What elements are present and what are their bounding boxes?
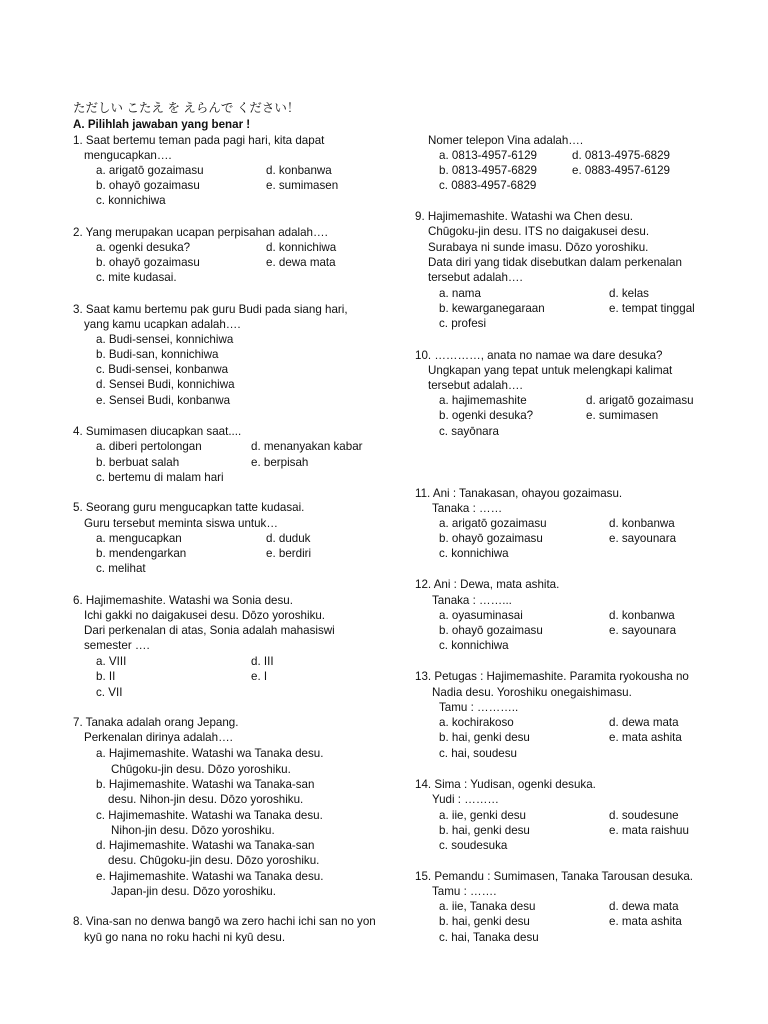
option-b[interactable]: b. ohayō gozaimasu — [439, 532, 543, 545]
option-d[interactable]: d. konbanwa — [609, 609, 675, 622]
option-d[interactable]: d. III — [251, 655, 274, 668]
question-text: Data diri yang tidak disebutkan dalam perkenalan — [428, 256, 682, 269]
option-a[interactable]: a. nama — [439, 287, 481, 300]
question-text: semester …. — [84, 639, 150, 652]
option-a[interactable]: a. 0813-4957-6129 — [439, 149, 537, 162]
question-text: tersebut adalah…. — [428, 379, 523, 392]
option-e[interactable]: e. berdiri — [266, 547, 312, 560]
option-a[interactable]: a. ogenki desuka? — [96, 241, 191, 254]
option-e[interactable]: e. sumimasen — [586, 409, 659, 422]
option-e[interactable]: e. Sensei Budi, konbanwa — [96, 394, 231, 407]
option-e[interactable]: e. I — [251, 670, 268, 683]
question-text: Perkenalan dirinya adalah…. — [84, 731, 233, 744]
option-d[interactable]: d. konnichiwa — [266, 241, 337, 254]
option-c[interactable]: c. hai, soudesu — [439, 747, 517, 760]
option-a[interactable]: a. Hajimemashite. Watashi wa Tanaka desu. — [96, 747, 324, 760]
question-text: Chūgoku-jin desu. ITS no daigakusei desu. — [428, 225, 650, 238]
option-d[interactable]: d. duduk — [266, 532, 311, 545]
question-text: Surabaya ni sunde imasu. Dōzo yoroshiku. — [428, 241, 649, 254]
option-e[interactable]: e. mata raishuu — [609, 824, 689, 837]
option-c[interactable]: c. Budi-sensei, konbanwa — [96, 363, 229, 376]
option-a[interactable]: a. mengucapkan — [96, 532, 182, 545]
option-d[interactable]: d. 0813-4975-6829 — [572, 149, 670, 162]
question-text: 11. Ani : Tanakasan, ohayou gozaimasu. — [415, 487, 623, 500]
option-a[interactable]: a. VIII — [96, 655, 127, 668]
question-text: Nadia desu. Yoroshiku onegaishimasu. — [432, 686, 632, 699]
option-a[interactable]: a. arigatō gozaimasu — [439, 517, 547, 530]
option-a[interactable]: a. arigatō gozaimasu — [96, 164, 204, 177]
option-b[interactable]: b. ohayō gozaimasu — [439, 624, 543, 637]
option-a[interactable]: a. kochirakoso — [439, 716, 514, 729]
option-a[interactable]: a. diberi pertolongan — [96, 440, 202, 453]
question-text: 12. Ani : Dewa, mata ashita. — [415, 578, 560, 591]
option-e[interactable]: e. Hajimemashite. Watashi wa Tanaka desu. — [96, 870, 324, 883]
question-text: 8. Vina-san no denwa bangō wa zero hachi ichi san no yon — [73, 915, 376, 928]
option-b[interactable]: b. Budi-san, konnichiwa — [96, 348, 219, 361]
question-text: Dari perkenalan di atas, Sonia adalah mahasiswi — [84, 624, 335, 637]
option-d[interactable]: d. konbanwa — [609, 517, 675, 530]
question-text: 9. Hajimemashite. Watashi wa Chen desu. — [415, 210, 634, 223]
option-e[interactable]: e. tempat tinggal — [609, 302, 695, 315]
question-text: Tamu : ……. — [432, 885, 497, 898]
option-b[interactable]: b. ogenki desuka? — [439, 409, 534, 422]
option-e[interactable]: e. 0883-4957-6129 — [572, 164, 670, 177]
question-text: mengucapkan…. — [84, 149, 172, 162]
option-c[interactable]: c. konnichiwa — [439, 547, 509, 560]
question-text: 2. Yang merupakan ucapan perpisahan adalah…. — [73, 226, 328, 239]
option-b[interactable]: b. hai, genki desu — [439, 824, 530, 837]
option-d[interactable]: d. menanyakan kabar — [251, 440, 363, 453]
question-text: Tamu : ……….. — [439, 701, 519, 714]
option-d-continued[interactable]: desu. Chūgoku-jin desu. Dōzo yoroshiku. — [108, 854, 320, 867]
option-b[interactable]: b. hai, genki desu — [439, 731, 530, 744]
question-text: Ungkapan yang tepat untuk melengkapi kalimat — [428, 364, 673, 377]
option-a[interactable]: a. iie, Tanaka desu — [439, 900, 536, 913]
question-text: 3. Saat kamu bertemu pak guru Budi pada siang hari, — [73, 303, 348, 316]
option-d[interactable]: d. kelas — [609, 287, 649, 300]
question-text: 7. Tanaka adalah orang Jepang. — [73, 716, 239, 729]
question-text: 4. Sumimasen diucapkan saat.... — [73, 425, 242, 438]
section-instruction: A. Pilihlah jawaban yang benar ! — [73, 118, 251, 131]
option-a[interactable]: a. iie, genki desu — [439, 809, 527, 822]
question-text: Ichi gakki no daigakusei desu. Dōzo yoroshiku. — [84, 609, 326, 622]
option-c[interactable]: c. profesi — [439, 317, 487, 330]
option-a[interactable]: a. hajimemashite — [439, 394, 527, 407]
question-text: Guru tersebut meminta siswa untuk… — [84, 517, 278, 530]
option-b[interactable]: b. ohayō gozaimasu — [96, 179, 200, 192]
option-b[interactable]: b. berbuat salah — [96, 456, 180, 469]
option-b[interactable]: b. ohayō gozaimasu — [96, 256, 200, 269]
option-c[interactable]: c. konnichiwa — [96, 194, 166, 207]
option-b[interactable]: b. hai, genki desu — [439, 915, 530, 928]
option-e[interactable]: e. mata ashita — [609, 915, 682, 928]
option-b-continued[interactable]: desu. Nihon-jin desu. Dōzo yoroshiku. — [108, 793, 304, 806]
question-text: Tanaka : …… — [432, 502, 503, 515]
question-text: kyū go nana no roku hachi ni kyū desu. — [84, 931, 286, 944]
page-title: ただしい こたえ を えらんで ください！ — [73, 101, 300, 115]
option-e[interactable]: e. mata ashita — [609, 731, 682, 744]
question-text: Nomer telepon Vina adalah…. — [428, 134, 584, 147]
option-d[interactable]: d. dewa mata — [609, 716, 679, 729]
option-c[interactable]: c. melihat — [96, 562, 146, 575]
option-d[interactable]: d. konbanwa — [266, 164, 332, 177]
question-text: yang kamu ucapkan adalah…. — [84, 318, 241, 331]
option-c[interactable]: c. sayōnara — [439, 425, 499, 438]
option-e[interactable]: e. dewa mata — [266, 256, 336, 269]
question-text: Yudi : ……… — [432, 793, 500, 806]
question-text: 15. Pemandu : Sumimasen, Tanaka Tarousan desuka. — [415, 870, 693, 883]
option-c[interactable]: c. bertemu di malam hari — [96, 471, 224, 484]
option-e[interactable]: e. sayounara — [609, 624, 677, 637]
option-c[interactable]: c. konnichiwa — [439, 639, 509, 652]
option-b[interactable]: b. 0813-4957-6829 — [439, 164, 537, 177]
option-c[interactable]: c. VII — [96, 686, 123, 699]
option-c[interactable]: c. mite kudasai. — [96, 271, 177, 284]
option-d[interactable]: d. arigatō gozaimasu — [586, 394, 694, 407]
question-text: 5. Seorang guru mengucapkan tatte kudasai. — [73, 501, 305, 514]
option-a[interactable]: a. Budi-sensei, konnichiwa — [96, 333, 234, 346]
option-a-continued[interactable]: Chūgoku-jin desu. Dōzo yoroshiku. — [111, 763, 291, 776]
option-d[interactable]: d. Sensei Budi, konnichiwa — [96, 378, 235, 391]
option-b[interactable]: b. kewarganegaraan — [439, 302, 545, 315]
option-d[interactable]: d. dewa mata — [609, 900, 679, 913]
option-c[interactable]: c. soudesuka — [439, 839, 508, 852]
question-text: 13. Petugas : Hajimemashite. Paramita ryokousha no — [415, 670, 689, 683]
question-text: 10. …………, anata no namae wa dare desuka? — [415, 349, 663, 362]
question-text: Tanaka : ……... — [432, 594, 512, 607]
question-text: 6. Hajimemashite. Watashi wa Sonia desu. — [73, 594, 293, 607]
question-text: tersebut adalah…. — [428, 271, 523, 284]
option-b[interactable]: b. Hajimemashite. Watashi wa Tanaka-san — [96, 778, 315, 791]
option-d[interactable]: d. Hajimemashite. Watashi wa Tanaka-san — [96, 839, 315, 852]
option-c[interactable]: c. 0883-4957-6829 — [439, 179, 537, 192]
option-d[interactable]: d. soudesune — [609, 809, 679, 822]
question-text: 1. Saat bertemu teman pada pagi hari, kita dapat — [73, 134, 325, 147]
option-e[interactable]: e. berpisah — [251, 456, 309, 469]
option-b[interactable]: b. mendengarkan — [96, 547, 187, 560]
option-e[interactable]: e. sumimasen — [266, 179, 339, 192]
option-c[interactable]: c. hai, Tanaka desu — [439, 931, 539, 944]
option-c[interactable]: c. Hajimemashite. Watashi wa Tanaka desu. — [96, 809, 323, 822]
option-e[interactable]: e. sayounara — [609, 532, 677, 545]
question-text: 14. Sima : Yudisan, ogenki desuka. — [415, 778, 596, 791]
option-a[interactable]: a. oyasuminasai — [439, 609, 523, 622]
option-b[interactable]: b. II — [96, 670, 116, 683]
option-c-continued[interactable]: Nihon-jin desu. Dōzo yoroshiku. — [111, 824, 275, 837]
option-e-continued[interactable]: Japan-jin desu. Dōzo yoroshiku. — [111, 885, 276, 898]
